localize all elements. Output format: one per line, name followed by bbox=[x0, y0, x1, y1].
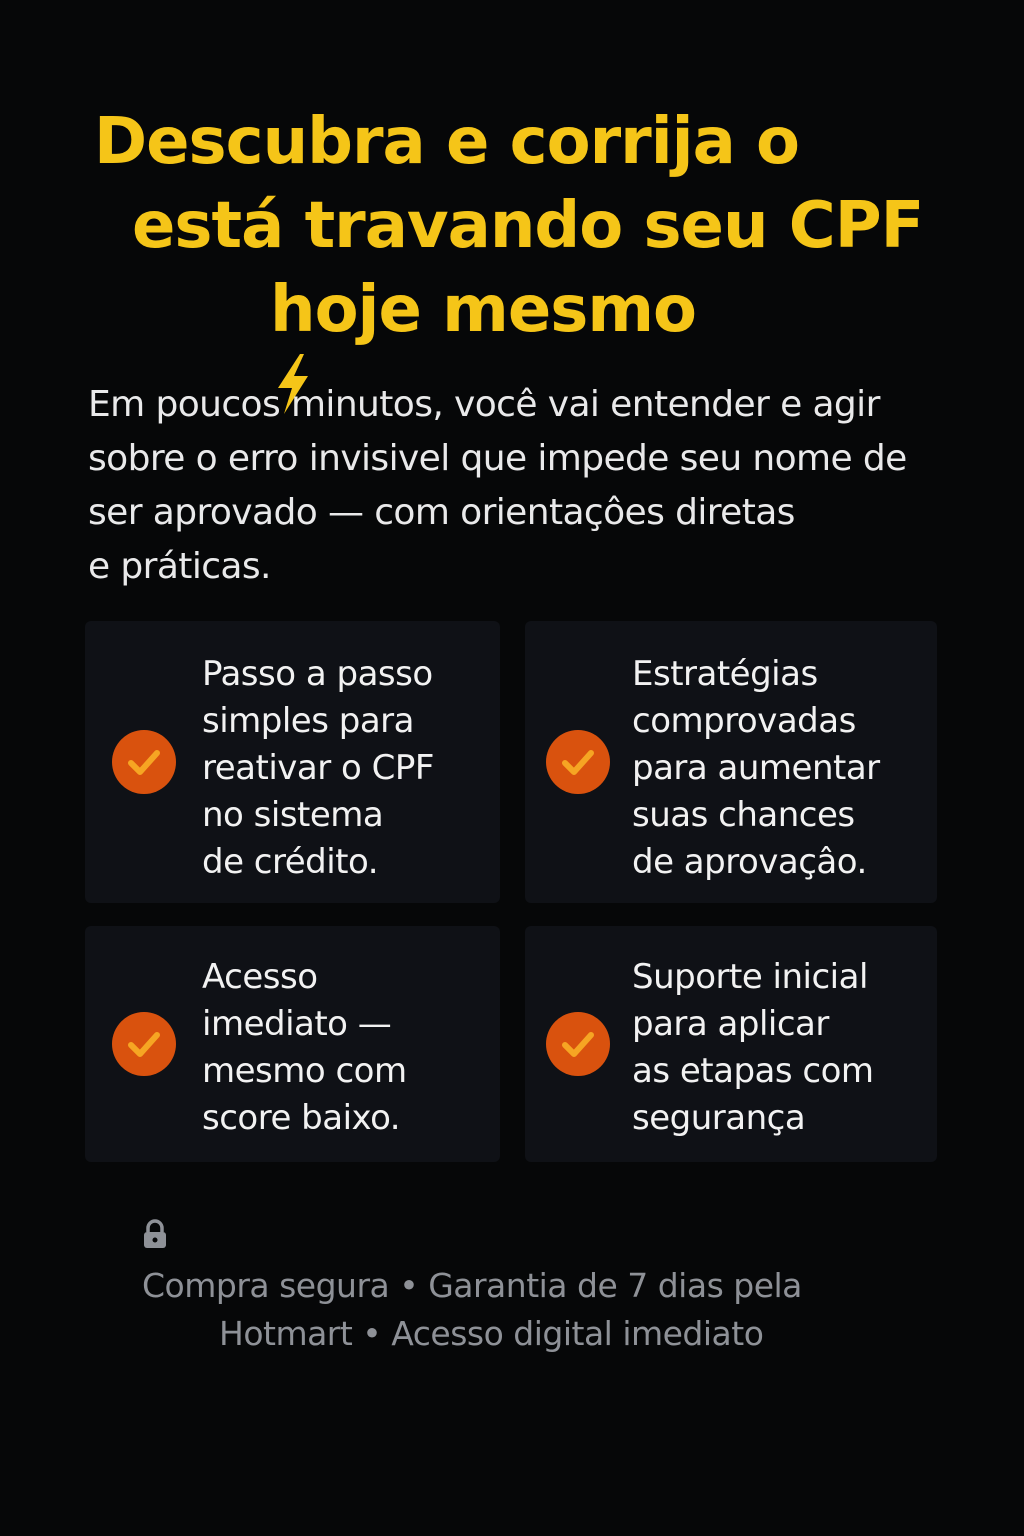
benefit-line: comprovadas bbox=[632, 701, 856, 741]
benefit-line: score baixo. bbox=[202, 1098, 401, 1138]
trust-footer-line-1 bbox=[0, 1214, 1000, 1310]
subheadline bbox=[88, 378, 968, 594]
checkmark-circle-icon bbox=[112, 1012, 176, 1076]
benefit-card-step-by-step bbox=[85, 621, 500, 903]
benefit-line: as etapas com bbox=[632, 1051, 874, 1091]
benefit-card-support bbox=[525, 926, 937, 1162]
benefit-line: Estratégias bbox=[632, 654, 818, 694]
benefit-line: de crédito. bbox=[202, 842, 379, 882]
benefit-line: no sistema bbox=[202, 795, 384, 835]
benefit-text bbox=[632, 651, 880, 886]
trust-footer-line-2: Hotmart • Acesso digital imediato bbox=[219, 1314, 764, 1353]
benefit-line: simples para bbox=[202, 701, 414, 741]
benefit-line: para aumentar bbox=[632, 748, 880, 788]
benefit-card-immediate-access bbox=[85, 926, 500, 1162]
benefit-line: para aplicar bbox=[632, 1004, 829, 1044]
benefit-line: segurança bbox=[632, 1098, 806, 1138]
benefit-text bbox=[202, 954, 407, 1142]
benefit-line: Suporte inicial bbox=[632, 957, 868, 997]
trust-footer-text-1: Compra segura • Garantia de 7 dias pela bbox=[142, 1266, 802, 1305]
trust-footer bbox=[0, 1214, 1000, 1358]
subheadline-line-4: e práticas. bbox=[88, 546, 271, 587]
checkmark-circle-icon bbox=[112, 730, 176, 794]
subheadline-line-2: sobre o erro invisivel que impede seu nome de bbox=[88, 438, 907, 479]
benefit-line: mesmo com bbox=[202, 1051, 407, 1091]
benefit-line: suas chances bbox=[632, 795, 855, 835]
checkmark-circle-icon bbox=[546, 730, 610, 794]
headline-line-2: está travando seu CPF bbox=[132, 189, 924, 263]
benefit-text bbox=[632, 954, 874, 1142]
lock-icon bbox=[142, 1214, 988, 1262]
benefit-line: Acesso bbox=[202, 957, 318, 997]
benefit-line: Passo a passo bbox=[202, 654, 433, 694]
checkmark-circle-icon bbox=[546, 1012, 610, 1076]
subheadline-line-1: Em poucos minutos, você vai entender e agir bbox=[88, 384, 880, 425]
benefit-card-strategies bbox=[525, 621, 937, 903]
benefit-text bbox=[202, 651, 434, 886]
headline-line-1: Descubra e corrija o bbox=[94, 105, 799, 179]
benefit-line: imediato — bbox=[202, 1004, 392, 1044]
benefit-line: reativar o CPF bbox=[202, 748, 434, 788]
subheadline-line-3: ser aprovado — com orientaçôes diretas bbox=[88, 492, 795, 533]
benefit-line: de aprovaçâo. bbox=[632, 842, 867, 882]
headline-line-3-text: hoje mesmo bbox=[270, 273, 696, 347]
